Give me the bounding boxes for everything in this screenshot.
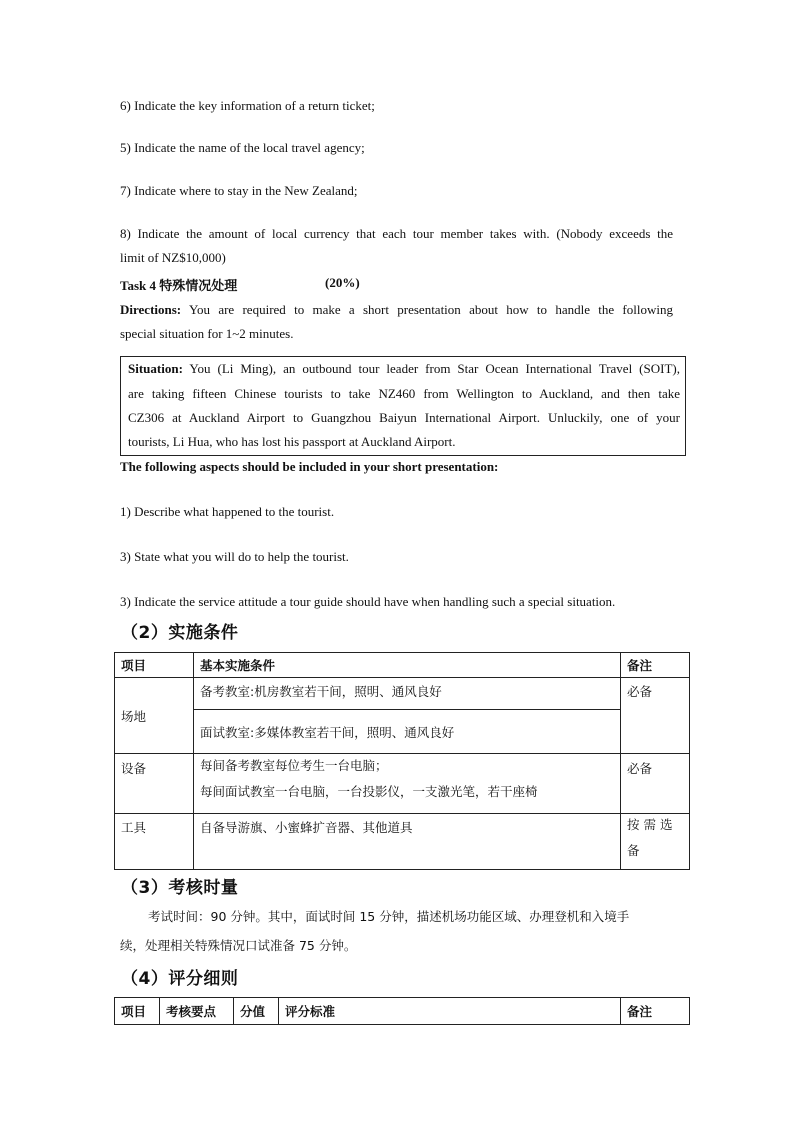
- table-row: [115, 710, 690, 754]
- task4-score: (20%): [325, 275, 360, 290]
- list-item-5: 5) Indicate the name of the local travel agency;: [120, 140, 365, 155]
- section4-heading: （4）评分细则: [121, 969, 239, 989]
- task4-heading: [120, 275, 237, 294]
- aspect-item-1: 1) Describe what happened to the tourist.: [120, 504, 335, 519]
- venue-row2: 面试教室:多媒体教室若干间，照明、通风良好: [194, 710, 621, 754]
- scoring-table: [114, 997, 690, 1025]
- header-remark: 备注: [621, 653, 690, 678]
- task4-title: 特殊情况处理: [159, 279, 238, 294]
- header-conditions: 基本实施条件: [194, 653, 621, 678]
- header-item: 项目: [115, 653, 194, 678]
- venue-remark: 必备: [621, 678, 690, 754]
- section3-line1: 考试时间：90 分钟。其中，面试时间 15 分钟，描述机场功能区域、办理登机和入境手: [148, 909, 630, 924]
- table-header-row: [115, 653, 690, 678]
- aspects-heading: The following aspects should be included in your short presentation:: [120, 459, 499, 474]
- directions-text: You are required to make a short presentation about how to handle the following: [188, 302, 673, 317]
- situation-text: You (Li Ming), an outbound tour leader from Star Ocean International Travel (SOIT),: [189, 361, 680, 376]
- list-item-8-line2: limit of NZ$10,000): [120, 250, 226, 265]
- situation-line3: CZ306 at Auckland Airport to Guangzhou Baiyun International Airport. Unluckily, one of your: [128, 410, 680, 425]
- table-row: [115, 814, 690, 870]
- venue-row1: 备考教室:机房教室若干间，照明、通风良好: [194, 678, 621, 710]
- situation-line1: [128, 362, 680, 376]
- aspect-item-2: 3) State what you will do to help the tourist.: [120, 549, 349, 564]
- scoring-header-criteria: 评分标准: [279, 998, 621, 1025]
- situation-box: [120, 356, 686, 456]
- section3-heading: （3）考核时量: [121, 878, 239, 898]
- directions-line2: special situation for 1~2 minutes.: [120, 326, 294, 341]
- equipment-line1: 每间备考教室每位考生一台电脑；: [200, 758, 388, 773]
- scoring-header-remark: 备注: [621, 998, 690, 1025]
- equipment-label: 设备: [115, 754, 194, 814]
- tools-text: 自备导游旗、小蜜蜂扩音器、其他道具: [194, 814, 621, 870]
- venue-label: 场地: [115, 678, 194, 754]
- section3-line2: 续，处理相关特殊情况口试准备 75 分钟。: [120, 938, 357, 953]
- tools-remark-line1: 按 需 选: [627, 817, 673, 832]
- tools-remark: [621, 814, 690, 870]
- equipment-remark: 必备: [621, 754, 690, 814]
- list-item-6: 6) Indicate the key information of a return ticket;: [120, 98, 375, 113]
- conditions-table: [114, 652, 690, 870]
- scoring-header-item: 项目: [115, 998, 160, 1025]
- section2-heading: （2）实施条件: [121, 623, 239, 643]
- situation-line2: are taking fifteen Chinese tourists to take NZ460 from Wellington to Auckland, and then take: [128, 386, 680, 401]
- aspect-item-3: 3) Indicate the service attitude a tour guide should have when handling such a special situation.: [120, 594, 616, 609]
- list-item-7: 7) Indicate where to stay in the New Zealand;: [120, 183, 358, 198]
- tools-remark-line2: 备: [627, 843, 640, 858]
- scoring-header-points: 考核要点: [160, 998, 234, 1025]
- list-item-8-line1: 8) Indicate the amount of local currency that each tour member takes with. (Nobody exceeds the: [120, 226, 673, 241]
- directions-line1: [120, 302, 673, 318]
- equipment-cell: [194, 754, 621, 814]
- table-header-row: [115, 998, 690, 1025]
- task4-label: Task 4: [120, 278, 157, 293]
- equipment-line2: 每间面试教室一台电脑，一台投影仪，一支激光笔，若干座椅: [200, 784, 538, 799]
- table-row: [115, 754, 690, 814]
- situation-label: Situation:: [128, 361, 183, 376]
- scoring-header-score: 分值: [234, 998, 279, 1025]
- tools-label: 工具: [115, 814, 194, 870]
- situation-line4: tourists, Li Hua, who has lost his passport at Auckland Airport.: [128, 434, 456, 449]
- table-row: [115, 678, 690, 710]
- directions-label: Directions:: [120, 302, 182, 317]
